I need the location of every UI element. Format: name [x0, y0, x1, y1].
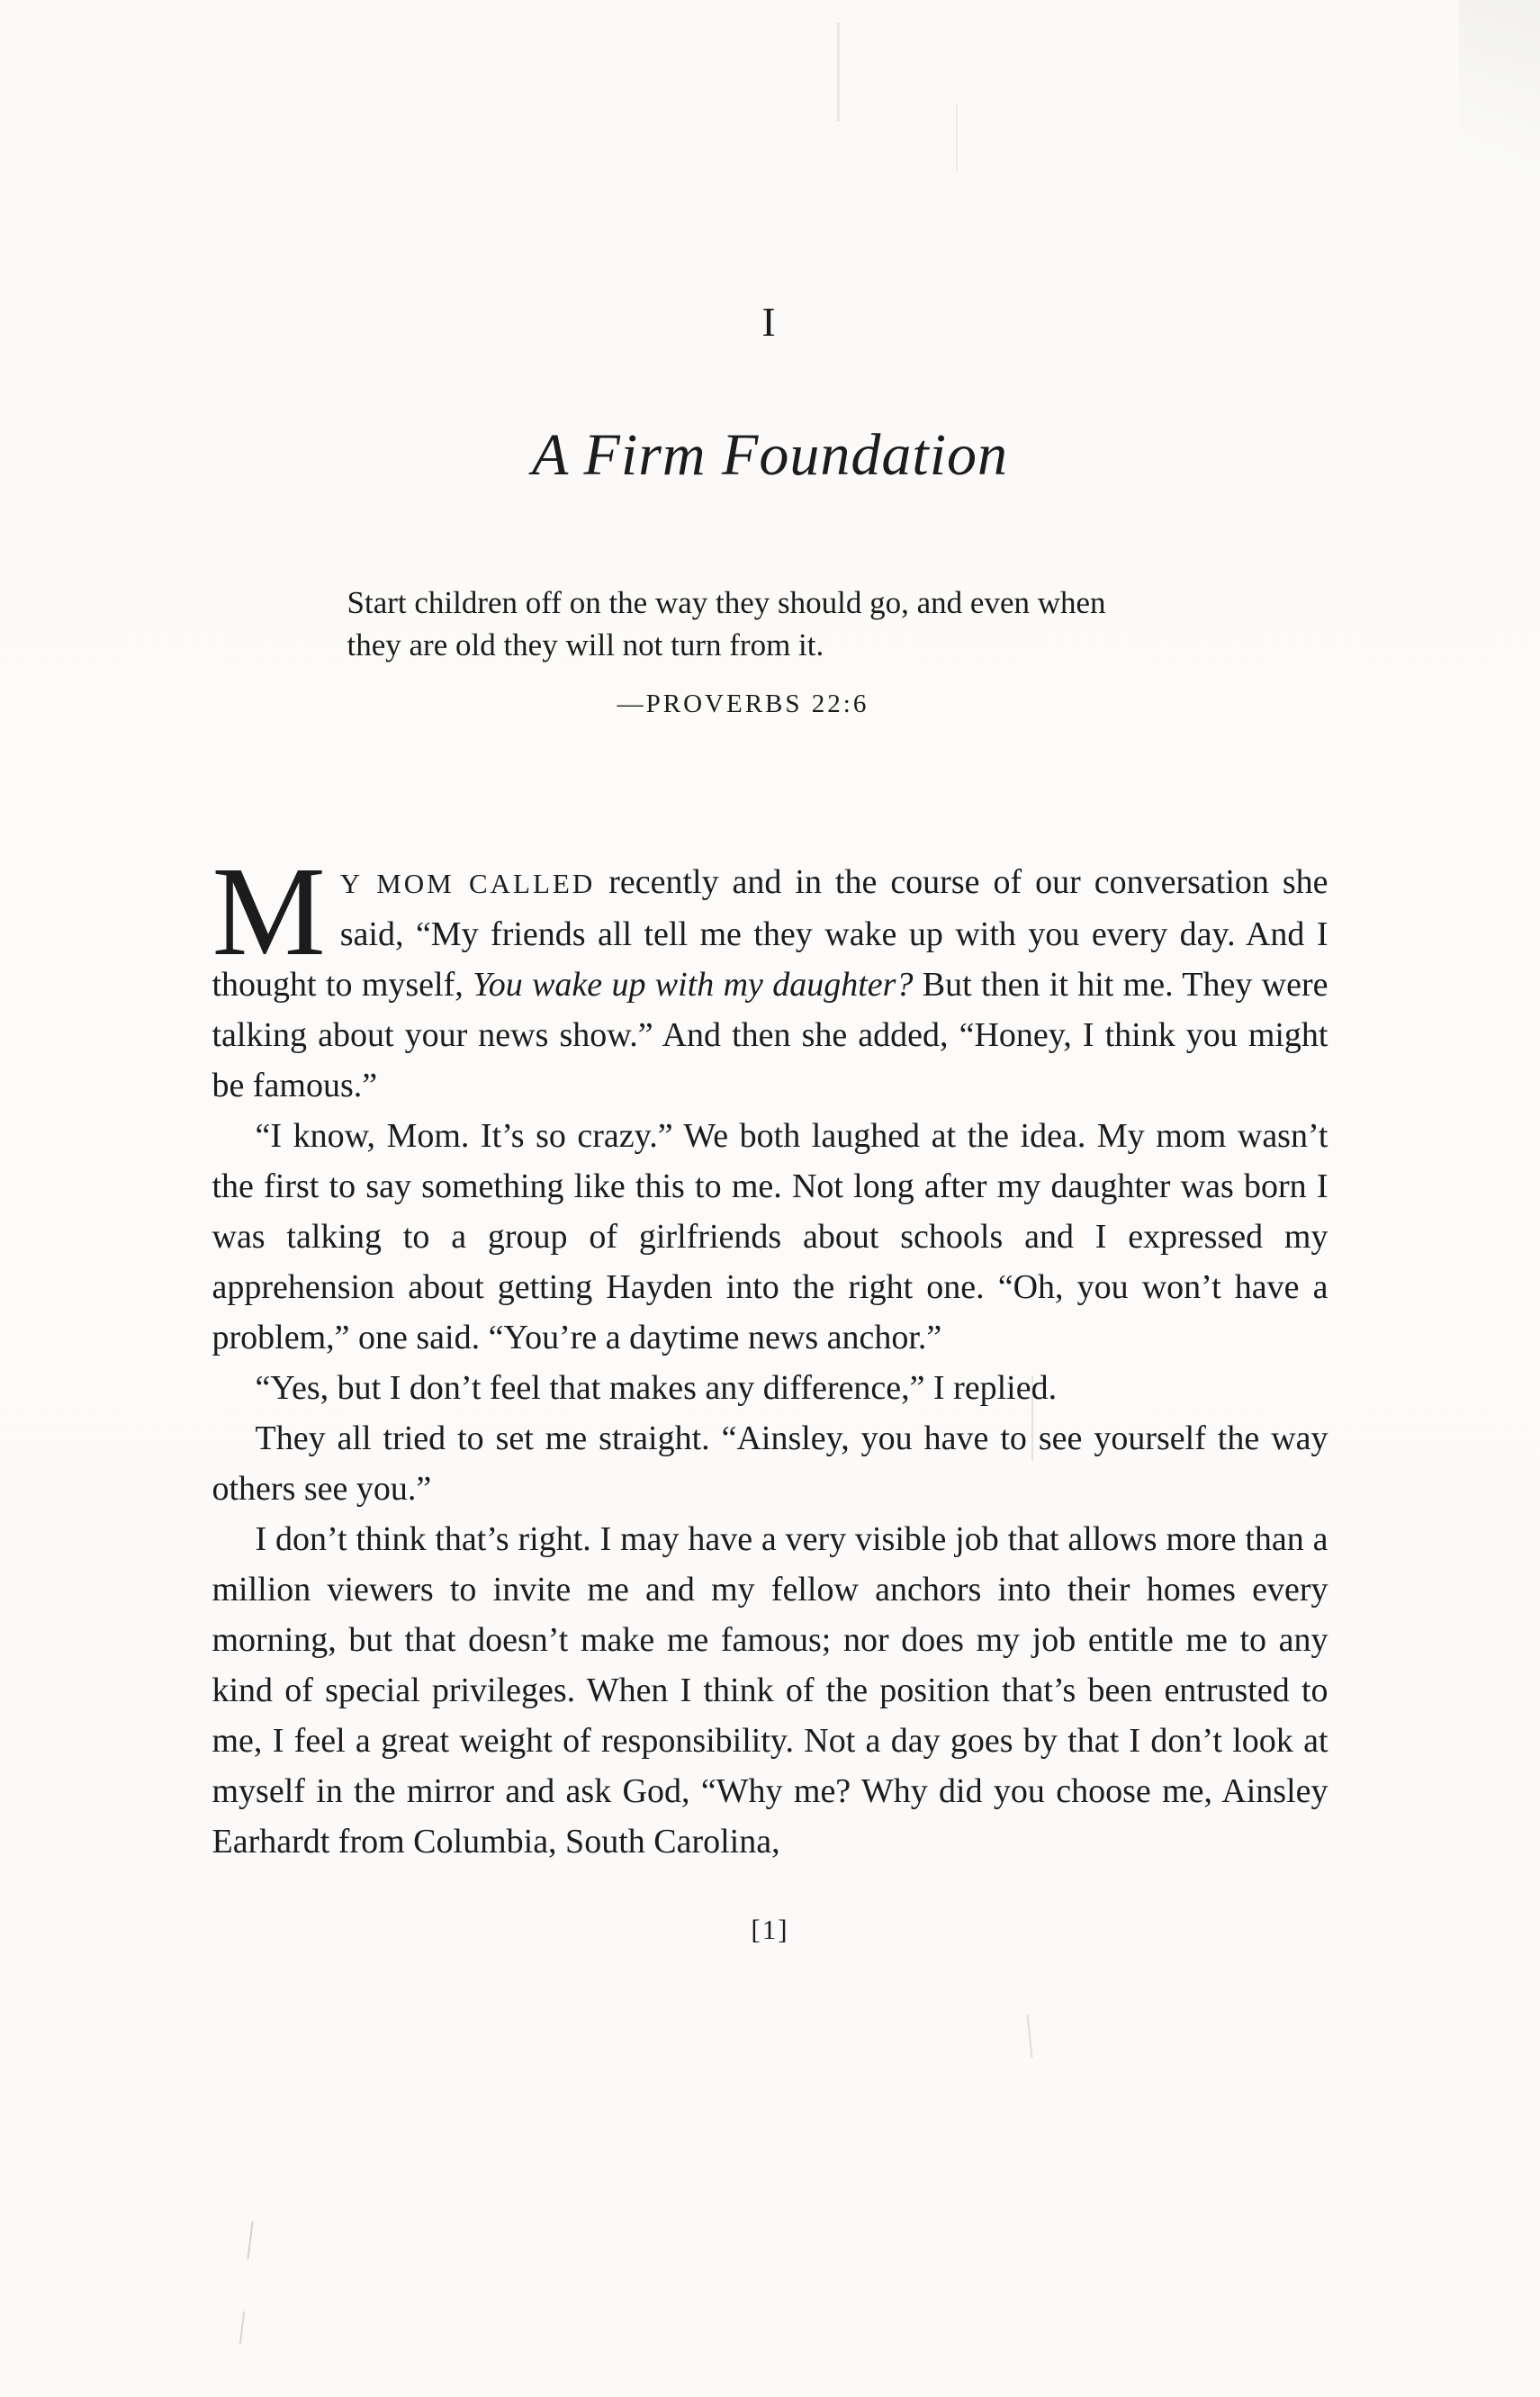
scan-artifact [239, 2311, 245, 2344]
scan-artifact [1459, 0, 1540, 234]
epigraph-attribution: —PROVERBS 22:6 [617, 689, 869, 718]
small-caps-lead: Y MOM CALLED [339, 868, 596, 899]
text-block [212, 297, 1328, 1946]
scan-artifact [1026, 2014, 1032, 2058]
chapter-title: A Firm Foundation [531, 422, 1009, 488]
epigraph-text: Start children off on the way they should go, and even when they are old they will not turn from it. [347, 585, 1106, 662]
paragraph: I don’t think that’s right. I may have a very visible job that allows more than a million viewers to invite me and my fellow anchors into their homes every morning, but that doesn’t make me famous; nor does my job entitle me to any kind of special privileges. When I think of the position that’s been entrusted to me, I feel a great weight of responsibility. Not a day goes by that I don’t look at myself in the mirror and ask God, “Why me? Why did you choose me, Ainsley Earhardt from Columbia, South Carolina, [212, 1520, 1328, 1861]
paragraph: They all tried to set me straight. “Ainsley, you have to see yourself the way others see you.” [212, 1419, 1328, 1508]
scan-artifact [247, 2221, 253, 2259]
opening-paragraph [212, 840, 1328, 1111]
drop-cap: M [212, 840, 326, 982]
opening-italic-phrase: You wake up with my daughter? [473, 966, 914, 1004]
paragraph: “Yes, but I don’t feel that makes any difference,” I replied. [255, 1369, 1058, 1407]
scan-artifact [837, 23, 840, 122]
paragraph: “I know, Mom. It’s so crazy.” We both laughed at the idea. My mom wasn’t the first to say something like this to me. Not long after my daughter was born I was talking to a group of girlfriends about schools and I expressed my apprehension about getting Hayden into the right one. “Oh, you won’t have a problem,” one said. “You’re a daytime news anchor.” [212, 1117, 1328, 1356]
scan-artifact [956, 104, 958, 171]
scan-artifact [1031, 1375, 1033, 1461]
chapter-number: I [761, 299, 779, 345]
opening-text-2: But then it hit me. They were talking about your news show.” And then she added, “Honey, I think you might be famous.” [212, 966, 1328, 1104]
page-number: [1] [751, 1914, 789, 1945]
epigraph [347, 581, 1139, 722]
opening-text-1: recently and in the course of our conversation she said, “My friends all tell me they wake up with you every day. And I thought to myself, [212, 863, 1328, 1004]
body-text [212, 840, 1328, 1867]
